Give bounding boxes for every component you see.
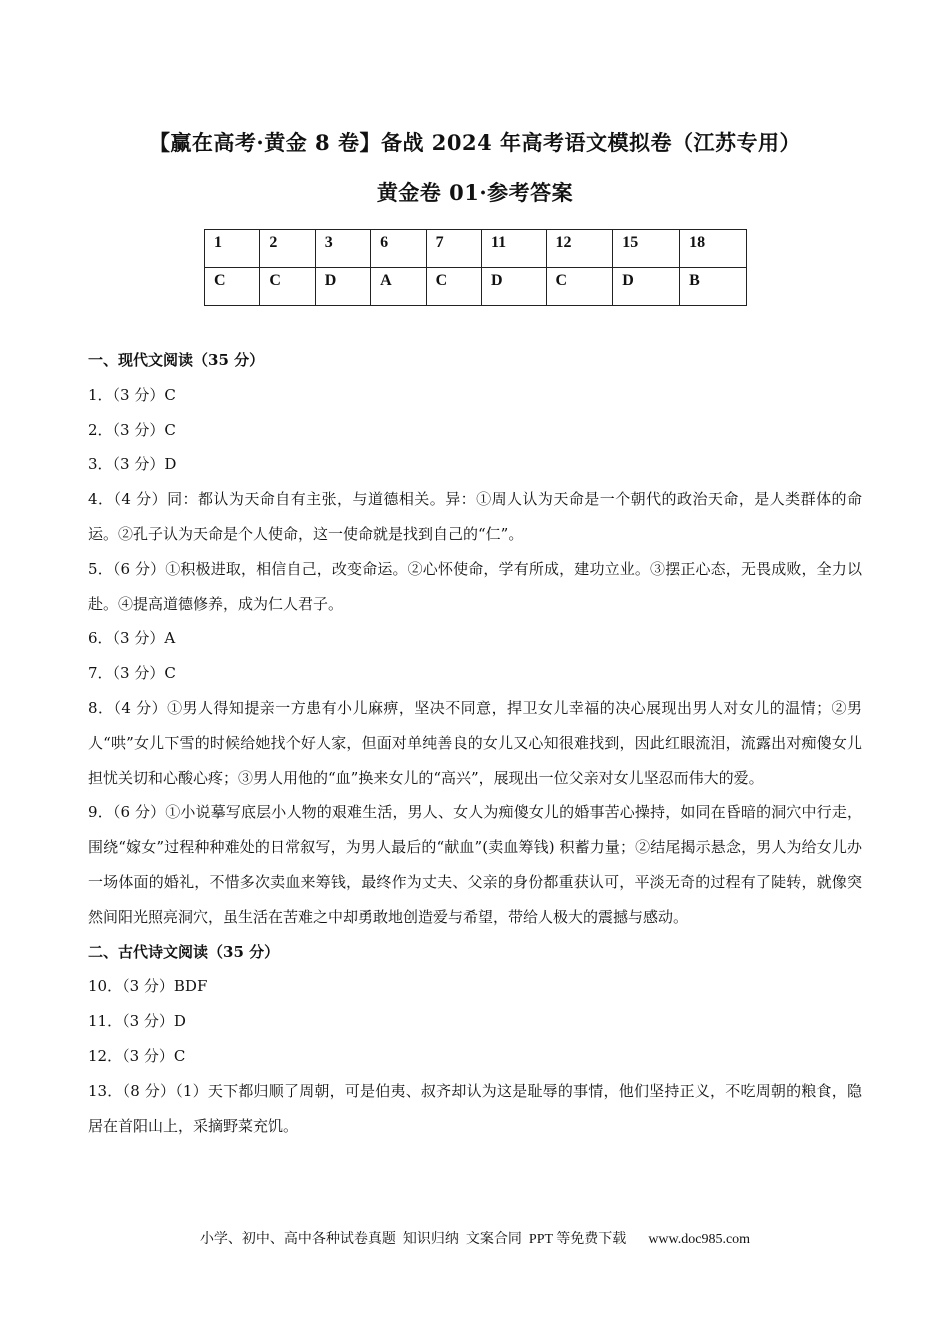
answer-item: 6．（3 分）A bbox=[88, 629, 176, 648]
question-number-cell: 6 bbox=[371, 230, 426, 268]
answer-table bbox=[204, 229, 747, 306]
answer-cell: C bbox=[426, 268, 481, 306]
answer-content bbox=[88, 343, 862, 1143]
section-heading: 二、古代诗文阅读（35 分） bbox=[88, 942, 280, 961]
question-number-cell: 3 bbox=[315, 230, 370, 268]
answer-table-answer-row bbox=[205, 268, 747, 306]
answer-table-number-row bbox=[205, 230, 747, 268]
question-number-cell: 7 bbox=[426, 230, 481, 268]
answer-item: 2．（3 分）C bbox=[88, 420, 176, 439]
answer-cell: B bbox=[680, 268, 747, 306]
question-number-cell: 18 bbox=[680, 230, 747, 268]
answer-cell: A bbox=[371, 268, 426, 306]
section-heading: 一、现代文阅读（35 分） bbox=[88, 351, 265, 369]
footer-url-link[interactable]: www.doc985.com bbox=[648, 1232, 751, 1247]
answer-item: 10．（3 分）BDF bbox=[88, 977, 208, 996]
answer-item: 4．（4 分）同：都认为天命自有主张，与道德相关。异：①周人认为天命是一个朝代的政治天命，是人类群体的命运。②孔子认为天命是个人使命，这一使命就是找到自己的“仁”。 bbox=[88, 490, 862, 543]
document-title: 【赢在高考·黄金 8 卷】备战 2024 年高考语文模拟卷（江苏专用） bbox=[148, 130, 802, 155]
answer-item: 9．（6 分）①小说摹写底层小人物的艰难生活，男人、女人为痴傻女儿的婚事苦心操持，如同在昏暗的洞穴中行走，围绕“嫁女”过程种种难处的日常叙写，为男人最后的“献血”(卖血筹钱) 积蓄力量；②结尾揭示悬念，男人为给女儿办一场体面的婚礼，不惜多次卖血来筹钱，最终作为丈夫、父亲的身份都重获认可，平淡无奇的过程有了陡转，就像突然间阳光照亮洞穴，虽生活在苦难之中却勇敢地创造爱与希望，带给人极大的震撼与感动。 bbox=[88, 803, 862, 926]
answer-item: 3．（3 分）D bbox=[88, 455, 177, 474]
answer-item: 5．（6 分）①积极进取，相信自己，改变命运。②心怀使命，学有所成，建功立业。③摆正心态，无畏成败，全力以赴。④提高道德修养，成为仁人君子。 bbox=[88, 559, 862, 613]
answer-item: 8．（4 分）①男人得知提亲一方患有小儿麻痹，坚决不同意，捍卫女儿幸福的决心展现出男人对女儿的温情；②男人“哄”女儿下雪的时候给她找个好人家，但面对单纯善良的女儿又心知很难找到，因此红眼流泪，流露出对痴傻女儿担忧关切和心酸心疼；③男人用他的“血”换来女儿的“高兴”，展现出一位父亲对女儿坚忍而伟大的爱。 bbox=[88, 698, 862, 787]
answer-item: 1．（3 分）C bbox=[88, 385, 176, 404]
answer-cell: D bbox=[315, 268, 370, 306]
answer-cell: D bbox=[481, 268, 546, 306]
question-number-cell: 11 bbox=[481, 230, 546, 268]
answer-cell: C bbox=[546, 268, 613, 306]
document-subtitle: 黄金卷 01·参考答案 bbox=[376, 180, 574, 205]
question-number-cell: 12 bbox=[546, 230, 613, 268]
answer-item: 11．（3 分）D bbox=[88, 1012, 186, 1031]
answer-cell: D bbox=[613, 268, 680, 306]
page-footer bbox=[0, 1228, 950, 1248]
answer-item: 7．（3 分）C bbox=[88, 664, 176, 683]
footer-text: 小学、初中、高中各种试卷真题 知识归纳 文案合同 PPT 等免费下载 bbox=[199, 1232, 627, 1247]
answer-item: 12．（3 分）C bbox=[88, 1046, 186, 1065]
question-number-cell: 2 bbox=[260, 230, 315, 268]
question-number-cell: 15 bbox=[613, 230, 680, 268]
question-number-cell: 1 bbox=[205, 230, 260, 268]
answer-cell: C bbox=[205, 268, 260, 306]
answer-item: 13．（8 分）（1）天下都归顺了周朝，可是伯夷、叔齐却认为这是耻辱的事情，他们坚持正义，不吃周朝的粮食，隐居在首阳山上，采摘野菜充饥。 bbox=[88, 1081, 862, 1135]
answer-cell: C bbox=[260, 268, 315, 306]
